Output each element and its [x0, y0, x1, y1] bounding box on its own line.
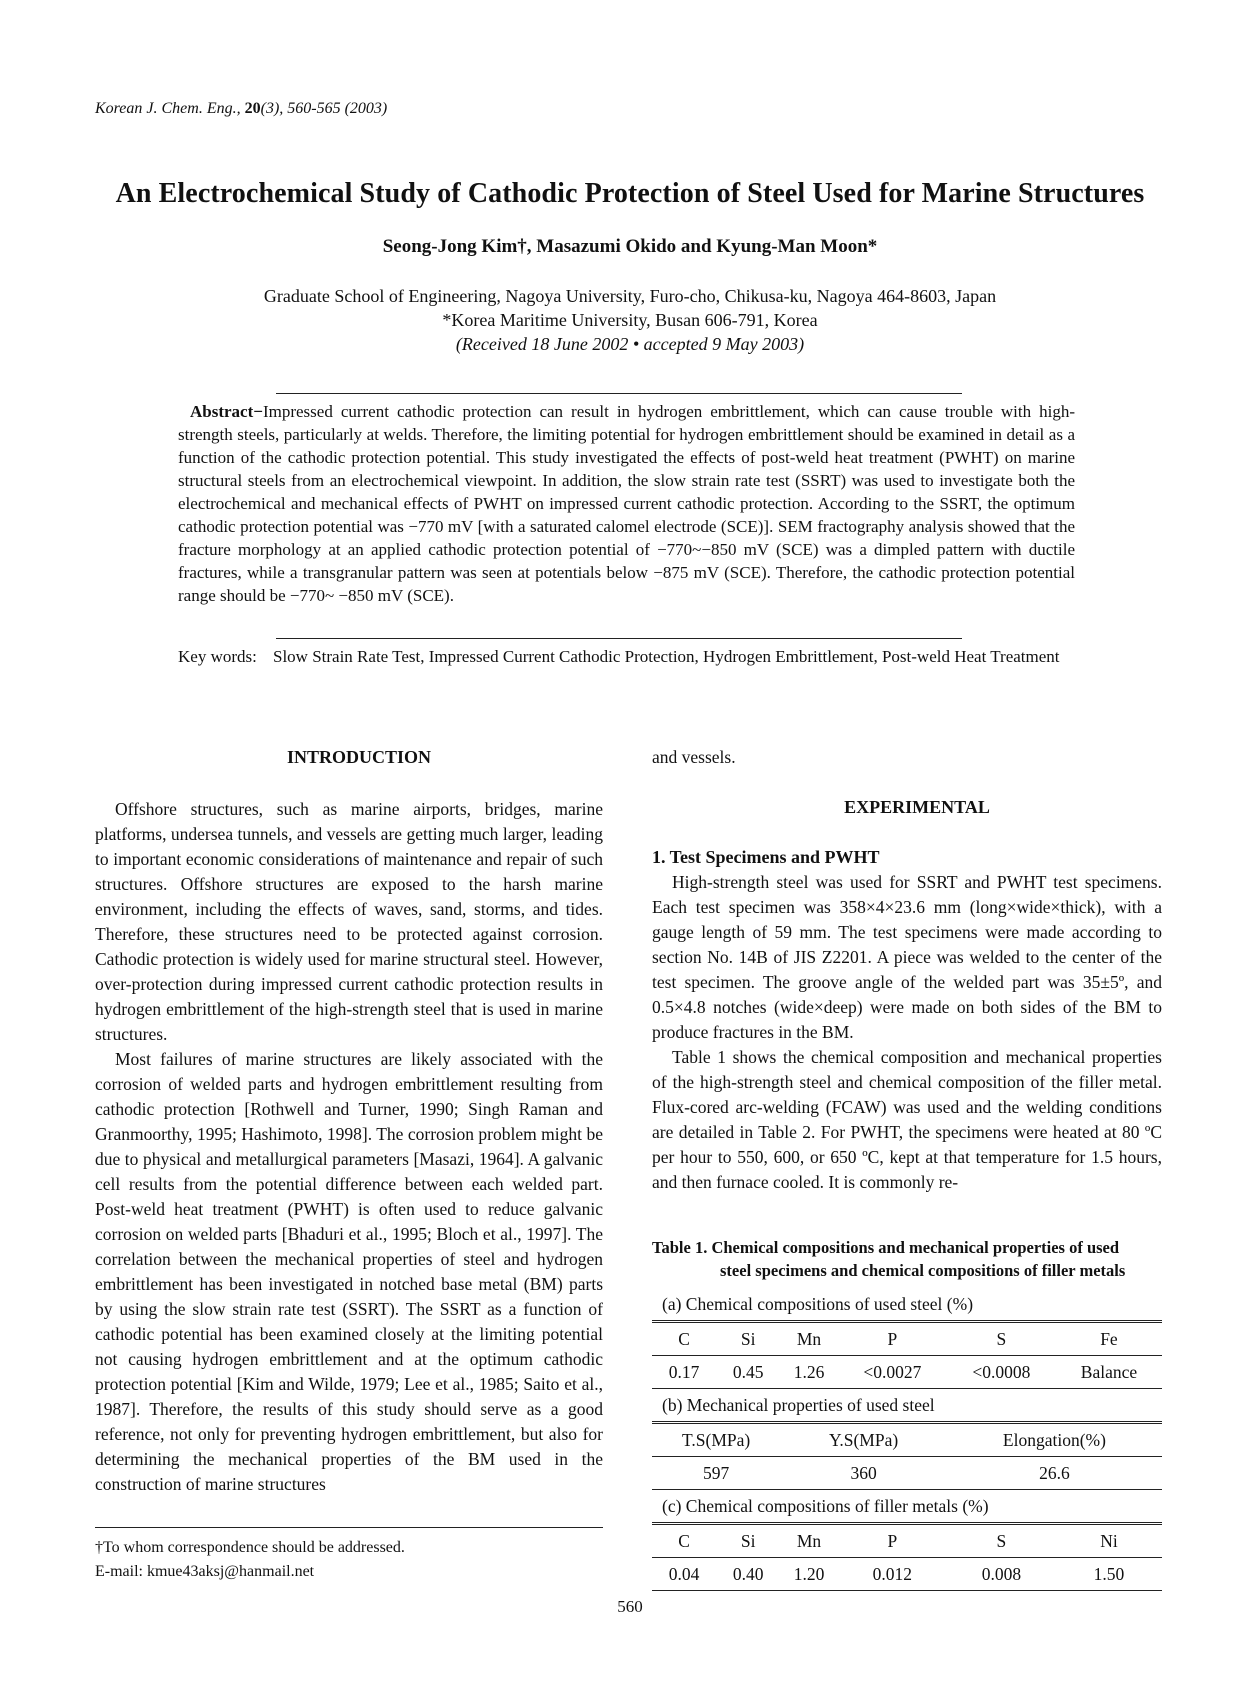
table1-caption-line: steel specimens and chemical compositions of filler metals: [720, 1261, 1126, 1280]
table1-caption: [652, 1236, 1162, 1282]
table-header-cell: P: [838, 1322, 947, 1356]
table-cell: 0.17: [652, 1356, 716, 1389]
table-cell: 1.20: [780, 1558, 838, 1591]
journal-issue-pages: (3), 560-565 (2003): [260, 100, 388, 117]
introduction-paragraph: Offshore structures, such as marine airports, bridges, marine platforms, undersea tunnels, and vessels are getting much larger, leading to important economic considerations of maintenance and repair of such structures. Offshore structures are exposed to the harsh marine environment, including the effects of waves, sand, storms, and tides. Therefore, these structures need to be protected against corrosion. Cathodic protection is widely used for marine structural steel. However, over-protection during impressed current cathodic protection results in hydrogen embrittlement of the high-strength steel that is used in marine structures.: [95, 799, 603, 1044]
email-line: E-mail: kmue43aksj@hanmail.net: [95, 1563, 315, 1580]
abstract-bottom-rule: [276, 638, 962, 639]
table-cell: 26.6: [947, 1457, 1162, 1490]
table-header-cell: Fe: [1056, 1322, 1162, 1356]
abstract-text: Impressed current cathodic protection can result in hydrogen embrittlement, which can cause trouble with high-strength steels, particularly at welds. Therefore, the limiting potential for hydrogen embrittlement should be examined in detail as a function of the cathodic protection potential. This study investigated the effects of post-weld heat treatment (PWHT) on marine structural steels from an electrochemical viewpoint. In addition, the slow strain rate test (SSRT) was used to investigate both the electrochemical and mechanical effects of PWHT on impressed current cathodic protection. According to the SSRT, the optimum cathodic protection potential was −770 mV [with a saturated calomel electrode (SCE)]. SEM fractography analysis showed that the fracture morphology at an applied cathodic protection potential of −770~−850 mV (SCE) was a dimpled pattern with ductile fractures, while a transgranular pattern was seen at potentials below −875 mV (SCE). Therefore, the cathodic protection potential range should be −770~ −850 mV (SCE).: [178, 402, 1075, 605]
table-cell: 0.40: [716, 1558, 780, 1591]
left-column: [95, 745, 603, 1497]
received-dates: (Received 18 June 2002 • accepted 9 May 2003): [455, 334, 805, 354]
table-cell: Balance: [1056, 1356, 1162, 1389]
abstract: [178, 400, 1075, 607]
table-header-row: [652, 1423, 1162, 1457]
footnote: [95, 1536, 405, 1584]
table-cell: 0.012: [838, 1558, 947, 1591]
table-subtitle: (c) Chemical compositions of filler metals (%): [652, 1490, 1162, 1524]
abstract-top-rule: [276, 393, 962, 394]
table-cell: 0.008: [947, 1558, 1056, 1591]
table-header-cell: Ni: [1056, 1524, 1162, 1558]
affiliation-line: Graduate School of Engineering, Nagoya University, Furo-cho, Chikusa-ku, Nagoya 464-8603, Japan: [263, 286, 997, 306]
right-column: [652, 745, 1162, 1195]
experimental-paragraph: Table 1 shows the chemical composition and mechanical properties of the high-strength steel and chemical composition of the filler metal. Flux-cored arc-welding (FCAW) was used and the welding conditions are detailed in Table 2. For PWHT, the specimens were heated at 80 ºC per hour to 550, 600, or 650 ºC, kept at that temperature for 1.5 hours, and then furnace cooled. It is commonly re-: [652, 1047, 1162, 1192]
table1: [652, 1288, 1162, 1591]
paper-title: An Electrochemical Study of Cathodic Protection of Steel Used for Marine Structures: [115, 178, 1145, 209]
table-header-cell: Si: [716, 1524, 780, 1558]
journal-citation: Korean J. Chem. Eng., 20(3), 560-565 (2003): [95, 100, 388, 117]
footnote-rule: [95, 1527, 603, 1528]
table-header-cell: T.S(MPa): [652, 1423, 780, 1457]
table-header-cell: C: [652, 1524, 716, 1558]
keywords-text: Slow Strain Rate Test, Impressed Current Cathodic Protection, Hydrogen Embrittlement, Post-weld Heat Treatment: [273, 647, 1060, 666]
table-cell: <0.0027: [838, 1356, 947, 1389]
journal-volume: 20: [244, 100, 261, 117]
table-header-cell: C: [652, 1322, 716, 1356]
introduction-continued: and vessels.: [652, 747, 736, 767]
table-row: [652, 1457, 1162, 1490]
experimental-heading: EXPERIMENTAL: [844, 797, 990, 817]
table-subtitle-row: [652, 1389, 1162, 1423]
keywords: [178, 645, 1075, 668]
table-header-cell: S: [947, 1322, 1056, 1356]
correspondence-note: †To whom correspondence should be addressed.: [95, 1539, 405, 1556]
introduction-paragraph: Most failures of marine structures are likely associated with the corrosion of welded parts and hydrogen embrittlement resulting from cathodic protection [Rothwell and Turner, 1990; Singh Raman and Granmoorthy, 1995; Hashimoto, 1998]. The corrosion problem might be due to physical and metallurgical parameters [Masazi, 1964]. A galvanic cell results from the potential difference between each welded part. Post-weld heat treatment (PWHT) is often used to reduce galvanic corrosion on welded parts [Bhaduri et al., 1995; Bloch et al., 1997]. The correlation between the mechanical properties of steel and hydrogen embrittlement has been investigated in notched base metal (BM) parts by using the slow strain rate test (SSRT). The SSRT as a function of cathodic potential has been examined closely at the limiting potential not causing hydrogen embrittlement and at the optimum cathodic protection potential [Kim and Wilde, 1979; Lee et al., 1985; Saito et al., 1987]. Therefore, the results of this study should serve as a good reference, not only for preventing hydrogen embrittlement, but also for determining the mechanical properties of the BM used in the construction of marine structures: [95, 1049, 603, 1494]
table-header-cell: P: [838, 1524, 947, 1558]
table-cell: 0.45: [716, 1356, 780, 1389]
table-header-cell: Mn: [780, 1524, 838, 1558]
table-row: [652, 1558, 1162, 1591]
affiliation-line: *Korea Maritime University, Busan 606-791, Korea: [442, 310, 818, 330]
table-cell: 1.50: [1056, 1558, 1162, 1591]
table-cell: 1.26: [780, 1356, 838, 1389]
journal-name: Korean J. Chem. Eng.: [95, 100, 237, 117]
table-header-row: [652, 1322, 1162, 1356]
table-subtitle: (a) Chemical compositions of used steel (%): [662, 1293, 974, 1314]
abstract-label: Abstract−: [190, 402, 263, 421]
test-specimens-subheading: 1. Test Specimens and PWHT: [652, 847, 880, 867]
table-header-cell: Y.S(MPa): [780, 1423, 947, 1457]
table-header-cell: Si: [716, 1322, 780, 1356]
table-cell: 597: [652, 1457, 780, 1490]
table-header-cell: Mn: [780, 1322, 838, 1356]
page-number: 560: [617, 1597, 643, 1616]
table-cell: 0.04: [652, 1558, 716, 1591]
table-subtitle: (b) Mechanical properties of used steel: [652, 1389, 1162, 1423]
table-cell: 360: [780, 1457, 947, 1490]
table-subtitle-row: [652, 1288, 1162, 1322]
table-subtitle-row: [652, 1490, 1162, 1524]
keywords-label: Key words:: [178, 647, 257, 666]
table-header-cell: Elongation(%): [947, 1423, 1162, 1457]
table-header-cell: S: [947, 1524, 1056, 1558]
author-list: Seong-Jong Kim†, Masazumi Okido and Kyung-Man Moon*: [382, 236, 878, 257]
table-header-row: [652, 1524, 1162, 1558]
table-cell: <0.0008: [947, 1356, 1056, 1389]
introduction-heading: INTRODUCTION: [286, 747, 432, 767]
experimental-paragraph: High-strength steel was used for SSRT and PWHT test specimens. Each test specimen was 358×4×23.6 mm (long×wide×thick), with a gauge length of 59 mm. The test specimens were made according to section No. 14B of JIS Z2201. A piece was welded to the center of the test specimen. The groove angle of the welded part was 35±5º, and 0.5×4.8 notches (wide×deep) were made on both sides of the BM to produce fractures in the BM.: [652, 872, 1162, 1042]
table-row: [652, 1356, 1162, 1389]
table1-caption-line: Table 1. Chemical compositions and mechanical properties of used: [652, 1238, 1120, 1257]
affiliations: [0, 284, 1240, 356]
